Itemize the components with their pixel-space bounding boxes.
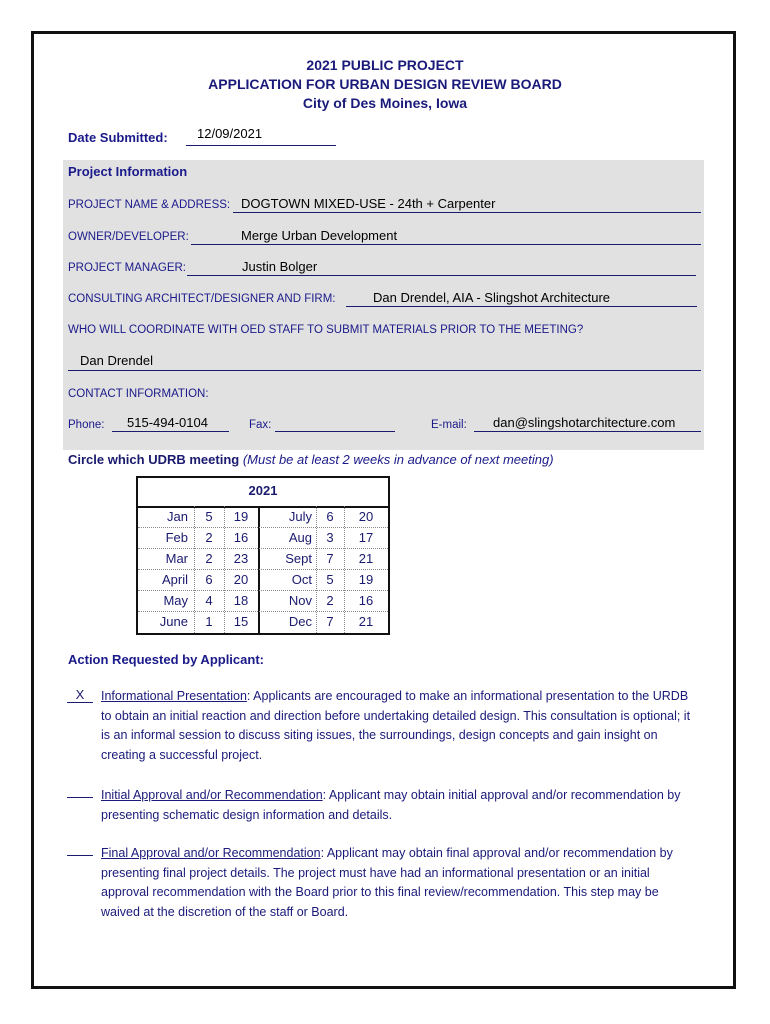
calendar-cell-a1[interactable]: 2 [205, 551, 213, 566]
action-3-mark [67, 855, 93, 856]
project-manager-line [187, 275, 696, 276]
calendar-cell-a2[interactable]: 5 [326, 572, 334, 587]
email-line [474, 431, 701, 432]
calendar-cell-b1[interactable]: 19 [233, 509, 249, 524]
calendar-cell-m1[interactable]: May [163, 593, 188, 608]
calendar-cell-m2[interactable]: Aug [288, 530, 312, 545]
action-1-title: Informational Presentation [101, 689, 247, 703]
date-submitted-field[interactable]: 12/09/2021 [197, 126, 263, 141]
header-line-1: 2021 PUBLIC PROJECT [306, 57, 464, 73]
calendar-cell-a2[interactable]: 7 [326, 614, 334, 629]
fax-line [275, 431, 395, 432]
action-1-checkbox[interactable] [67, 687, 93, 703]
calendar-cell-b1[interactable]: 16 [233, 530, 249, 545]
action-2-text [101, 786, 701, 825]
calendar-cell-b2[interactable]: 16 [358, 593, 374, 608]
owner-developer-label: OWNER/DEVELOPER: [68, 231, 189, 243]
calendar-cell-b1[interactable]: 15 [233, 614, 249, 629]
calendar-cell-m1[interactable]: Feb [165, 530, 188, 545]
date-submitted-label: Date Submitted: [68, 130, 168, 145]
calendar-cell-m1[interactable]: Jan [167, 509, 188, 524]
project-manager-label: PROJECT MANAGER: [68, 262, 186, 274]
calendar-cell-b1[interactable]: 20 [233, 572, 249, 587]
action-2-mark [67, 797, 93, 798]
owner-developer-field[interactable]: Merge Urban Development [241, 228, 398, 243]
coordinator-field[interactable]: Dan Drendel [80, 353, 153, 368]
action-2-body: : Applicant may obtain initial approval and/or recommendation by presenting schematic design information and details. [101, 788, 681, 822]
project-name-label: PROJECT NAME & ADDRESS: [68, 199, 231, 211]
contact-heading: CONTACT INFORMATION: [68, 388, 209, 400]
calendar-cell-a1[interactable]: 5 [205, 509, 213, 524]
action-3-body: : Applicant may obtain final approval and/or recommendation by presenting final project details. The project must have had an informational presentation or an initial approval recommendation with the Board prior to this final review/recommendation. This step may be waived at the discretion of the staff or Board. [101, 846, 673, 919]
actions-heading: Action Requested by Applicant: [68, 652, 264, 667]
calendar-cell-a2[interactable]: 2 [326, 593, 334, 608]
calendar-cell-b2[interactable]: 21 [358, 614, 374, 629]
calendar-cell-a1[interactable]: 4 [205, 593, 213, 608]
calendar-cell-m1[interactable]: June [159, 614, 188, 629]
action-3-text [101, 844, 701, 922]
calendar-cell-m1[interactable]: Mar [165, 551, 188, 566]
calendar-cell-m2[interactable]: Dec [288, 614, 312, 629]
phone-field[interactable]: 515-494-0104 [127, 415, 208, 430]
phone-line [112, 431, 229, 432]
calendar-cell-b2[interactable]: 21 [358, 551, 374, 566]
project-name-field[interactable]: DOGTOWN MIXED-USE - 24th + Carpenter [241, 196, 496, 211]
meeting-calendar [136, 476, 390, 635]
meeting-heading-line [68, 452, 554, 467]
calendar-cell-b1[interactable]: 18 [233, 593, 249, 608]
calendar-cell-a2[interactable]: 3 [326, 530, 334, 545]
action-1-mark: X [67, 688, 93, 703]
calendar-year: 2021 [138, 478, 388, 508]
coordinator-label: WHO WILL COORDINATE WITH OED STAFF TO SUBMIT MATERIALS PRIOR TO THE MEETING? [68, 324, 584, 336]
email-field[interactable]: dan@slingshotarchitecture.com [493, 415, 676, 430]
project-name-line [233, 212, 701, 213]
action-1-text [101, 687, 701, 765]
action-1-body: : Applicants are encouraged to make an informational presentation to the URDB to obtain an initial reaction and direction before undertaking detailed design. This consultation is optional; it is an informal session to discuss siting issues, the surroundings, design concepts and gain insight on creating a successful project. [101, 689, 691, 762]
consulting-line [346, 306, 697, 307]
calendar-cell-m2[interactable]: Sept [285, 551, 312, 566]
phone-label: Phone: [68, 419, 105, 431]
action-2-checkbox[interactable] [67, 786, 93, 801]
fax-label: Fax: [249, 419, 272, 431]
action-3-checkbox[interactable] [67, 844, 93, 859]
meeting-heading: Circle which UDRB meeting [68, 452, 240, 467]
consulting-label: CONSULTING ARCHITECT/DESIGNER AND FIRM: [68, 293, 336, 305]
calendar-cell-b1[interactable]: 23 [233, 551, 249, 566]
owner-developer-line [191, 244, 701, 245]
project-info-heading: Project Information [68, 164, 188, 179]
calendar-cell-b2[interactable]: 17 [358, 530, 374, 545]
calendar-cell-b2[interactable]: 20 [358, 509, 374, 524]
coordinator-line [68, 370, 701, 371]
calendar-cell-a1[interactable]: 6 [205, 572, 213, 587]
calendar-cell-a1[interactable]: 2 [205, 530, 213, 545]
date-submitted-line [186, 145, 336, 146]
calendar-cell-b2[interactable]: 19 [358, 572, 374, 587]
calendar-cell-a2[interactable]: 6 [326, 509, 334, 524]
header-line-3: City of Des Moines, Iowa [302, 95, 468, 111]
calendar-cell-m1[interactable]: April [161, 572, 188, 587]
action-2-title: Initial Approval and/or Recommendation [101, 788, 323, 802]
calendar-cell-m2[interactable]: Nov [288, 593, 312, 608]
action-3-title: Final Approval and/or Recommendation [101, 846, 321, 860]
calendar-cell-a1[interactable]: 1 [205, 614, 213, 629]
calendar-cell-m2[interactable]: July [288, 509, 312, 524]
consulting-field[interactable]: Dan Drendel, AIA - Slingshot Architecture [373, 290, 611, 305]
calendar-cell-a2[interactable]: 7 [326, 551, 334, 566]
email-label: E-mail: [431, 419, 467, 431]
header-line-2: APPLICATION FOR URBAN DESIGN REVIEW BOARD [208, 76, 562, 92]
project-manager-field[interactable]: Justin Bolger [242, 259, 318, 274]
calendar-cell-m2[interactable]: Oct [291, 572, 312, 587]
meeting-note: (Must be at least 2 weeks in advance of next meeting) [242, 452, 554, 467]
